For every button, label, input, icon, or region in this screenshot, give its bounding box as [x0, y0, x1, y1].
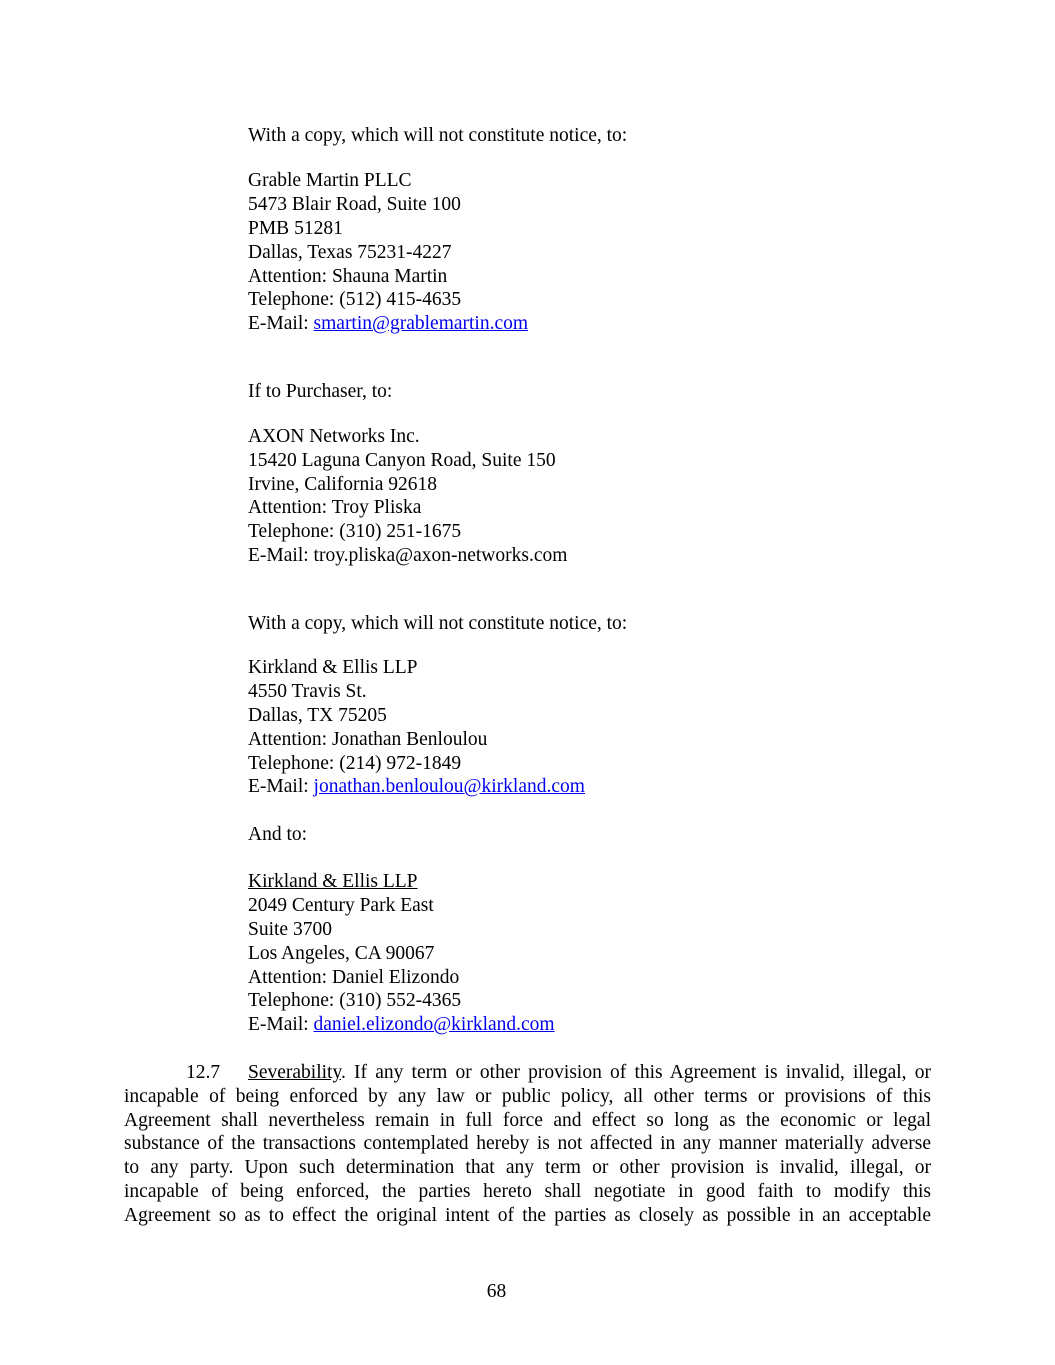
and-to-attention: Attention: Daniel Elizondo [248, 967, 460, 988]
copy1-firm: Grable Martin PLLC [248, 170, 412, 191]
paragraph-line: incapable of being enforced by any law or public policy, all other terms or provisions of this [124, 1085, 931, 1107]
copy1-email-link[interactable]: smartin@grablemartin.com [313, 313, 529, 334]
copy1-pmb: PMB 51281 [248, 218, 343, 239]
copy1-attention: Attention: Shauna Martin [248, 266, 448, 287]
paragraph-line: Agreement shall nevertheless remain in full force and effect so long as the economic or legal [124, 1109, 931, 1131]
purchaser-address: 15420 Laguna Canyon Road, Suite 150 [248, 450, 556, 471]
and-to-address: 2049 Century Park East [248, 895, 434, 916]
and-to-email-label: E-Mail: [248, 1014, 314, 1035]
page-number: 68 [486, 1281, 507, 1302]
copy1-address-line: 5473 Blair Road, Suite 100 [248, 194, 461, 215]
copy1-email-line [248, 312, 528, 336]
copy2-firm: Kirkland & Ellis LLP [248, 657, 418, 678]
and-to-telephone: Telephone: (310) 552-4365 [248, 990, 462, 1011]
copy2-attention: Attention: Jonathan Benloulou [248, 729, 488, 750]
and-to-intro: And to: [248, 824, 308, 845]
purchaser-email: E-Mail: troy.pliska@axon-networks.com [248, 545, 568, 566]
purchaser-company: AXON Networks Inc. [248, 426, 420, 447]
copy1-city: Dallas, Texas 75231-4227 [248, 242, 452, 263]
copy2-city: Dallas, TX 75205 [248, 705, 387, 726]
and-to-email-link[interactable]: daniel.elizondo@kirkland.com [313, 1014, 555, 1035]
purchaser-attention: Attention: Troy Pliska [248, 497, 422, 518]
copy2-intro: With a copy, which will not constitute notice, to: [248, 613, 628, 634]
and-to-suite: Suite 3700 [248, 919, 332, 940]
copy2-email-link[interactable]: jonathan.benloulou@kirkland.com [313, 776, 585, 797]
section-first-line-text: . If any term or other provision of this Agreement is invalid, illegal, or [340, 1062, 931, 1083]
copy2-email-label: E-Mail: [248, 776, 314, 797]
purchaser-telephone: Telephone: (310) 251-1675 [248, 521, 462, 542]
copy2-address: 4550 Travis St. [248, 681, 367, 702]
severability-paragraph [124, 1061, 931, 1228]
copy1-telephone: Telephone: (512) 415-4635 [248, 289, 462, 310]
copy1-intro: With a copy, which will not constitute notice, to: [248, 125, 628, 146]
severability-first-line [186, 1061, 931, 1085]
and-to-city: Los Angeles, CA 90067 [248, 943, 435, 964]
section-heading: Severability [248, 1062, 341, 1083]
purchaser-city: Irvine, California 92618 [248, 474, 437, 495]
and-to-email-line [248, 1013, 555, 1037]
paragraph-line: to any party. Upon such determination that any term or other provision is invalid, illegal, or [124, 1157, 931, 1179]
paragraph-line: substance of the transactions contemplated hereby is not affected in any manner materially adverse [124, 1133, 931, 1155]
section-number: 12.7 [186, 1062, 221, 1083]
and-to-firm: Kirkland & Ellis LLP [248, 871, 418, 892]
paragraph-line: Agreement so as to effect the original intent of the parties as closely as possible in an acceptable [124, 1204, 931, 1226]
paragraph-line: incapable of being enforced, the parties hereto shall negotiate in good faith to modify this [124, 1180, 931, 1202]
copy2-telephone: Telephone: (214) 972-1849 [248, 753, 462, 774]
copy2-email-line [248, 775, 585, 799]
copy1-email-label: E-Mail: [248, 313, 314, 334]
purchaser-intro: If to Purchaser, to: [248, 381, 393, 402]
